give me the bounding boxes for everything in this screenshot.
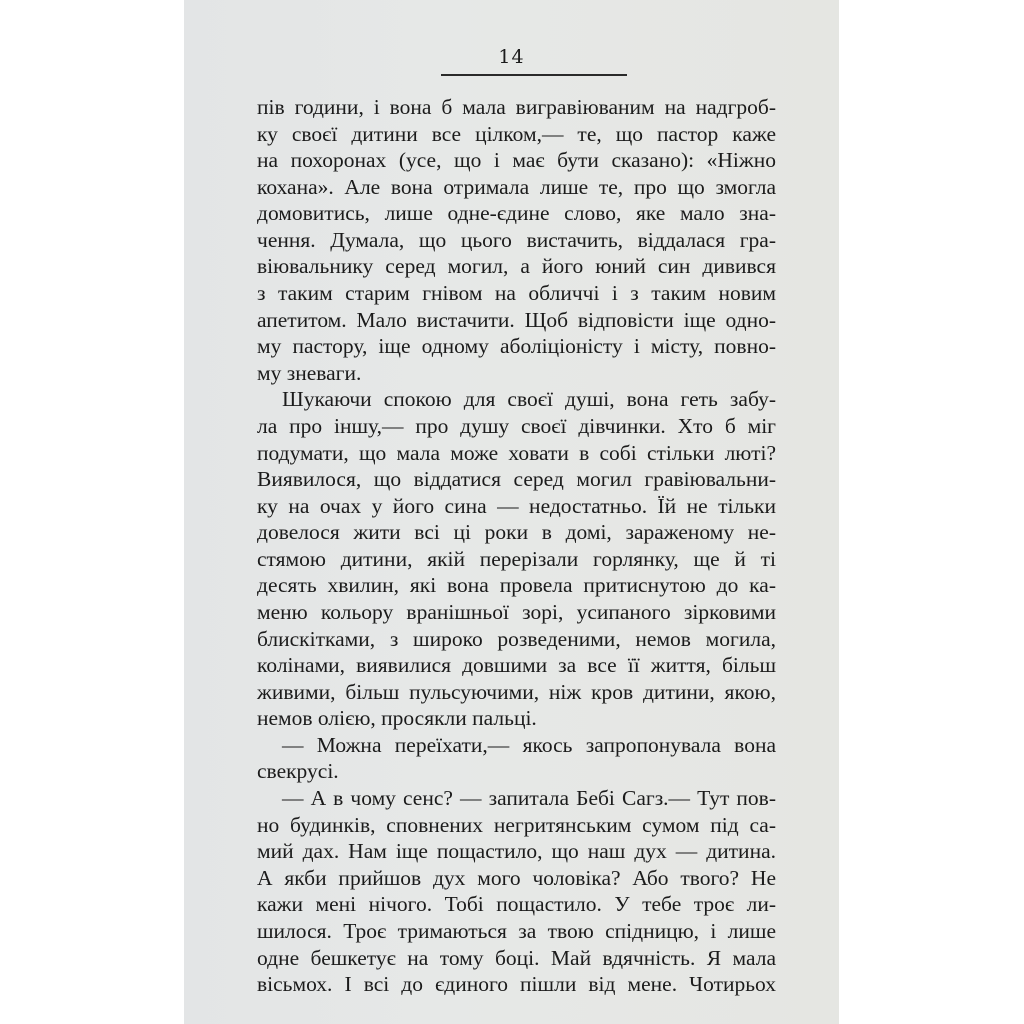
text-line: колінами, виявилися довшими за все її життя, більш [257, 653, 776, 678]
text-line: му зневаги. [257, 360, 362, 385]
text-line: десять хвилин, які вона провела притиснутою до ка- [257, 573, 776, 598]
text-line: ла про іншу,— про душу своєї дівчинки. Хто б міг [257, 413, 776, 438]
text-line: Шукаючи спокою для своєї душі, вона геть забу- [282, 387, 776, 412]
text-line: стямою дитини, якій перерізали горлянку, ще й ті [257, 546, 776, 571]
text-line: свекрусі. [257, 759, 339, 784]
text-line: но будинків, сповнених негритянським сумом під са- [257, 812, 776, 837]
text-line: ку на очах у його сина — недостатньо. Їй не тільки [257, 493, 776, 518]
text-line: шилося. Троє тримаються за твою спідницю, і лише [257, 918, 776, 943]
page-number: 14 [498, 46, 525, 68]
text-line: з таким старим гнівом на обличчі і з таким новим [257, 281, 776, 306]
text-line: на похоронах (усе, що і має бути сказано): «Ніжно [257, 148, 776, 173]
text-line: немов олією, просякли пальці. [257, 706, 537, 731]
text-line: кохана». Але вона отримала лише те, про що змогла [257, 174, 776, 199]
text-line: довелося жити всі ці роки в домі, зараженому не- [257, 520, 776, 545]
book-page [184, 0, 839, 1024]
text-line: живими, більш пульсуючими, ніж кров дитини, якою, [257, 679, 776, 704]
text-line: ку своєї дитини все цілком,— те, що пастор каже [257, 121, 776, 146]
text-line: блискітками, з широко розведеними, немов могила, [257, 626, 776, 651]
text-line: Виявилося, що віддатися серед могил гравіювальни- [257, 467, 776, 492]
header-rule [441, 74, 627, 76]
text-line: А якби прийшов дух мого чоловіка? Або твого? Не [257, 865, 776, 890]
text-line: мий дах. Нам іще пощастило, що наш дух — дитина. [257, 839, 776, 864]
text-line: — А в чому сенс? — запитала Бебі Сагз.— Тут пов- [282, 786, 776, 811]
body-text [257, 94, 776, 998]
text-line: апетитом. Мало вистачити. Щоб відповісти іще одно- [257, 307, 776, 332]
text-line: вісьмох. І всі до єдиного пішли від мене. Чотирьох [257, 972, 776, 997]
text-line: чення. Думала, що цього вистачить, віддалася гра- [257, 227, 776, 252]
text-line: одне бешкетує на тому боці. Май вдячність. Я мала [257, 945, 776, 970]
text-line: домовитись, лише одне-єдине слово, яке мало зна- [257, 201, 776, 226]
text-line: меню кольору вранішньої зорі, усипаного зірковими [257, 599, 776, 624]
text-line: віювальнику серед могил, а його юний син дивився [257, 254, 776, 279]
text-line: му пастору, іще одному аболіціоністу і місту, повно- [257, 334, 776, 359]
text-line: — Можна переїхати,— якось запропонувала вона [282, 732, 776, 757]
text-line: кажи мені нічого. Тобі пощастило. У тебе троє ли- [257, 892, 776, 917]
text-line: пів години, і вона б мала вигравіюваним на надгроб- [257, 95, 776, 119]
text-line: подумати, що мала може ховати в собі стільки люті? [257, 440, 776, 465]
